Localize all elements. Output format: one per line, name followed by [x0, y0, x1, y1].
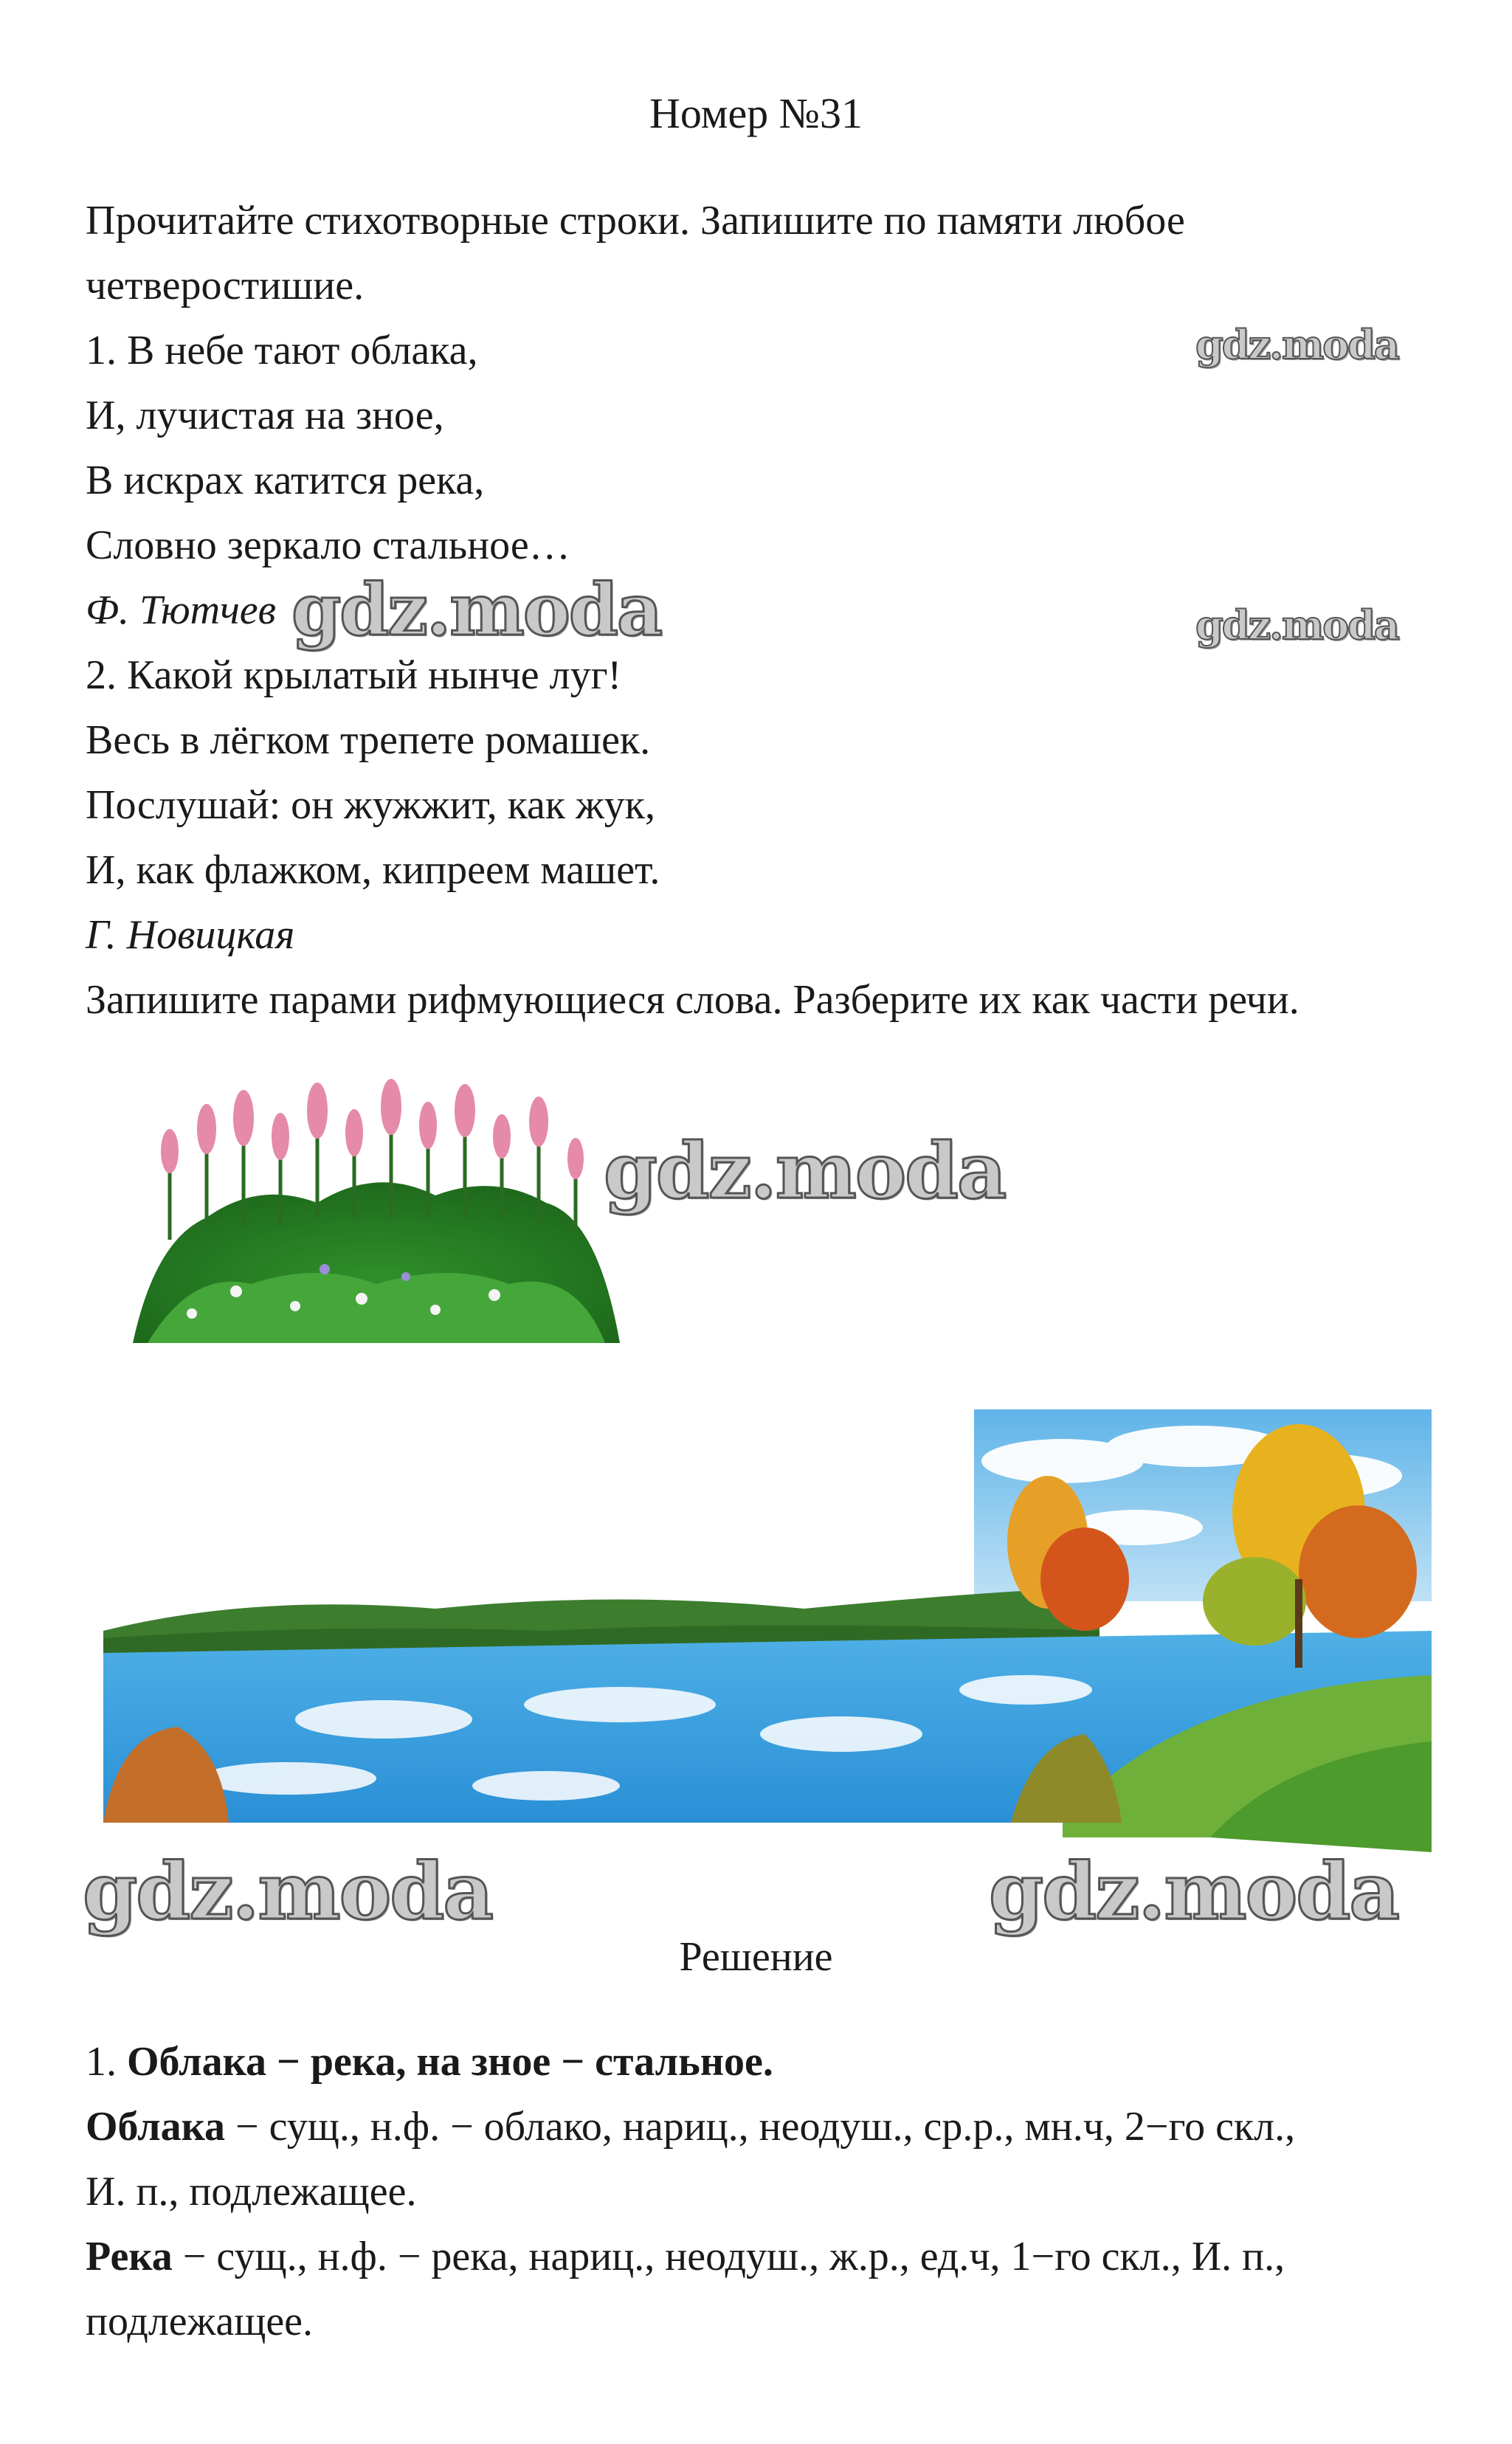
poem2-line-4: И, как флажком, кипреем машет. — [86, 847, 660, 893]
solution-line-1 — [86, 2029, 1458, 2094]
solution-title: Решение — [679, 1934, 833, 1980]
reka-word: Река — [86, 2234, 173, 2279]
poem1-line-1: 1. В небе тают облака, — [86, 328, 478, 373]
oblaka-analysis — [86, 2094, 1458, 2159]
poem2-line-2: Весь в лёгком трепете ромашек. — [86, 717, 651, 763]
watermark: gdz.moda — [1195, 321, 1398, 368]
oblaka-analysis-cont: И. п., подлежащее. — [86, 2169, 417, 2215]
watermark: gdz.moda — [83, 1845, 492, 1937]
poem2-line-3: Послушай: он жужжит, как жук, — [86, 782, 655, 828]
poem2-line-1: 2. Какой крылатый нынче луг! — [86, 652, 622, 698]
page-title: Номер №31 — [649, 89, 863, 137]
watermark: gdz.moda — [989, 1845, 1398, 1937]
intro-line-1: Прочитайте стихотворные строки. Запишите по памяти любое — [86, 198, 1185, 244]
oblaka-analysis-text: − сущ., н.ф. − облако, нариц., неодуш., ср.р., мн.ч, 2−го скл., — [225, 2104, 1296, 2150]
poem1-author: Ф. Тютчев — [86, 587, 276, 633]
solution-text — [86, 2029, 1458, 2354]
poem1-line-4: Словно зеркало стальное… — [86, 522, 570, 568]
poem1-line-2: И, лучистая на зное, — [86, 393, 444, 438]
watermark: gdz.moda — [604, 1125, 1006, 1216]
intro-line-2: четверостишие. — [86, 263, 365, 308]
reka-analysis-cont: подлежащее. — [86, 2299, 314, 2344]
reka-analysis — [86, 2224, 1458, 2289]
poem1-line-3: В искрах катится река, — [86, 458, 485, 503]
reka-analysis-text: − сущ., н.ф. − река, нариц., неодуш., ж.р., ед.ч, 1−го скл., И. п., — [172, 2234, 1285, 2279]
solution-number: 1. — [86, 2039, 127, 2085]
poem2-author: Г. Новицкая — [86, 912, 295, 958]
fireweed-illustration — [125, 1048, 627, 1358]
task-instruction: Запишите парами рифмующиеся слова. Разберите их как части речи. — [86, 977, 1299, 1023]
rhyme-pairs: Облака − река, на зное − стальное. — [127, 2039, 773, 2085]
watermark: gdz.moda — [291, 568, 662, 652]
watermark: gdz.moda — [1195, 601, 1398, 649]
oblaka-word: Облака — [86, 2104, 225, 2150]
river-landscape-illustration — [103, 1409, 1432, 1867]
